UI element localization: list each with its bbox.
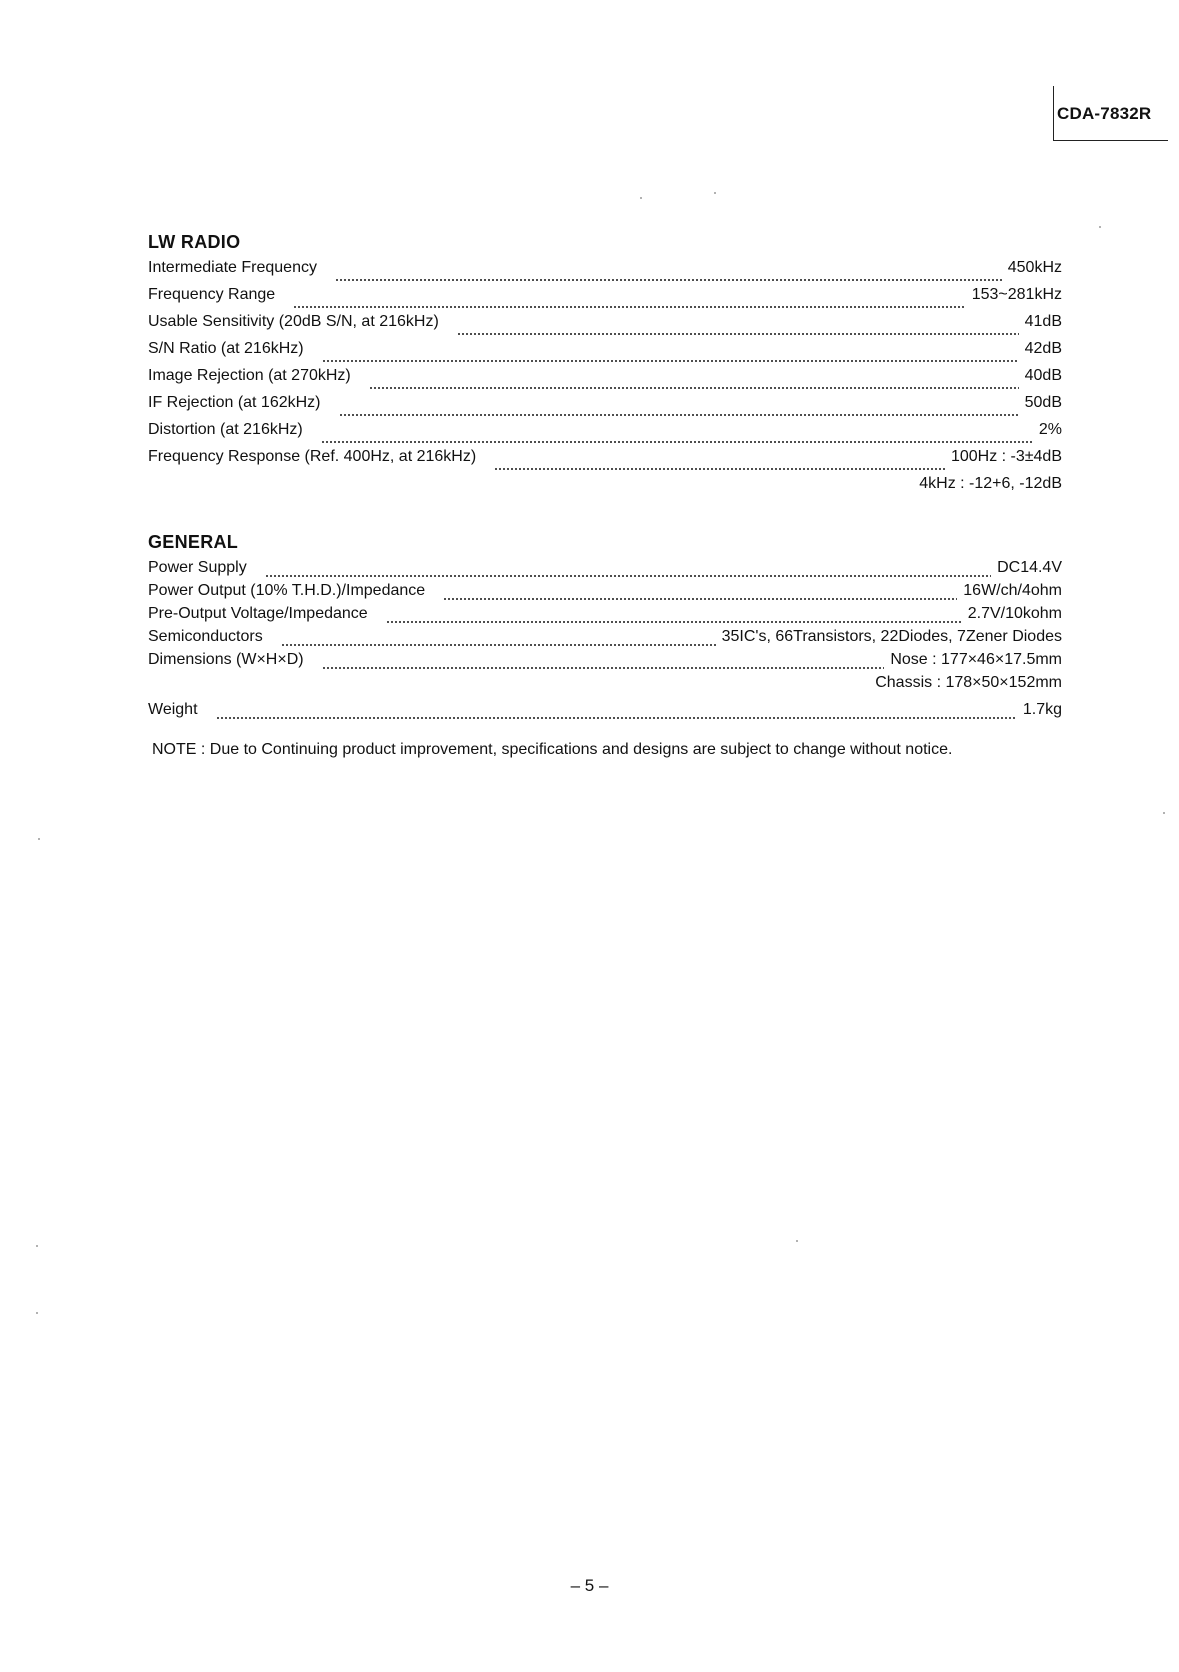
spec-label: Power Output (10% T.H.D.)/Impedance	[148, 582, 426, 599]
spec-row	[148, 340, 1062, 367]
spec-label: Pre-Output Voltage/Impedance	[148, 605, 368, 622]
scan-speck	[640, 197, 642, 199]
spec-row	[148, 421, 1062, 448]
scan-speck	[38, 838, 40, 840]
spec-label: Usable Sensitivity (20dB S/N, at 216kHz)	[148, 313, 439, 330]
leader-dots	[457, 333, 1019, 335]
spec-row-continued	[148, 475, 1062, 502]
leader-dots	[443, 598, 957, 600]
spec-row	[148, 367, 1062, 394]
spec-value: DC14.4V	[997, 559, 1062, 576]
leader-dots	[386, 621, 962, 623]
spec-row	[148, 394, 1062, 421]
leader-dots	[339, 414, 1019, 416]
spec-value: Nose : 177×46×17.5mm	[890, 651, 1062, 668]
model-number: CDA-7832R	[1057, 104, 1152, 123]
spec-row	[148, 651, 1062, 674]
scan-speck	[714, 192, 716, 194]
spec-row	[148, 313, 1062, 340]
spec-label: Power Supply	[148, 559, 247, 576]
leader-dots	[494, 468, 945, 470]
leader-dots	[322, 667, 885, 669]
spec-label: Image Rejection (at 270kHz)	[148, 367, 351, 384]
leader-dots	[281, 644, 716, 646]
spec-row	[148, 259, 1062, 286]
leader-dots	[216, 717, 1017, 719]
spec-row	[148, 582, 1062, 605]
spec-value: 100Hz : -3±4dB	[950, 448, 1062, 465]
spec-value: 450kHz	[1007, 259, 1062, 276]
spec-row	[148, 605, 1062, 628]
spec-value: 42dB	[1024, 340, 1062, 357]
spec-row-continued	[148, 674, 1062, 697]
spec-row	[148, 448, 1062, 475]
spec-label: Frequency Response (Ref. 400Hz, at 216kHz)	[148, 448, 477, 465]
spec-value: 4kHz : -12+6, -12dB	[919, 475, 1062, 492]
scan-speck	[1099, 226, 1101, 228]
spec-row	[148, 286, 1062, 313]
spec-value: 1.7kg	[1022, 701, 1062, 718]
general-heading: GENERAL	[148, 532, 239, 552]
spec-label: Weight	[148, 701, 198, 718]
leader-dots	[293, 306, 966, 308]
spec-value: 2%	[1038, 421, 1062, 438]
spec-value: 40dB	[1024, 367, 1062, 384]
general-section	[148, 532, 1062, 724]
spec-value: Chassis : 178×50×152mm	[875, 674, 1062, 691]
scan-speck	[1163, 812, 1165, 814]
spec-value: 35IC's, 66Transistors, 22Diodes, 7Zener Diodes	[721, 628, 1062, 645]
spec-row	[148, 628, 1062, 651]
spec-value: 41dB	[1024, 313, 1062, 330]
spec-label: Intermediate Frequency	[148, 259, 317, 276]
scan-speck	[36, 1245, 38, 1247]
leader-dots	[369, 387, 1019, 389]
scan-speck	[36, 1312, 38, 1314]
spec-value: 153~281kHz	[971, 286, 1062, 303]
spec-row	[148, 559, 1062, 582]
leader-dots	[335, 279, 1002, 281]
spec-label: IF Rejection (at 162kHz)	[148, 394, 321, 411]
spec-label: Frequency Range	[148, 286, 276, 303]
leader-dots	[265, 575, 991, 577]
spec-value: 50dB	[1024, 394, 1062, 411]
lw-radio-section	[148, 232, 1062, 502]
spec-value: 2.7V/10kohm	[967, 605, 1062, 622]
spec-label: S/N Ratio (at 216kHz)	[148, 340, 304, 357]
lw-radio-heading: LW RADIO	[148, 232, 241, 252]
note-text: NOTE : Due to Continuing product improvement, specifications and designs are subject to change without notice.	[152, 741, 953, 758]
spec-value: 16W/ch/4ohm	[963, 582, 1062, 599]
leader-dots	[322, 360, 1019, 362]
leader-dots	[321, 441, 1033, 443]
spec-label: Semiconductors	[148, 628, 263, 645]
spec-row	[148, 701, 1062, 724]
spec-label: Dimensions (W×H×D)	[148, 651, 304, 668]
scan-speck	[796, 1240, 798, 1242]
spec-label: Distortion (at 216kHz)	[148, 421, 303, 438]
page-number: – 5 –	[570, 1576, 609, 1595]
